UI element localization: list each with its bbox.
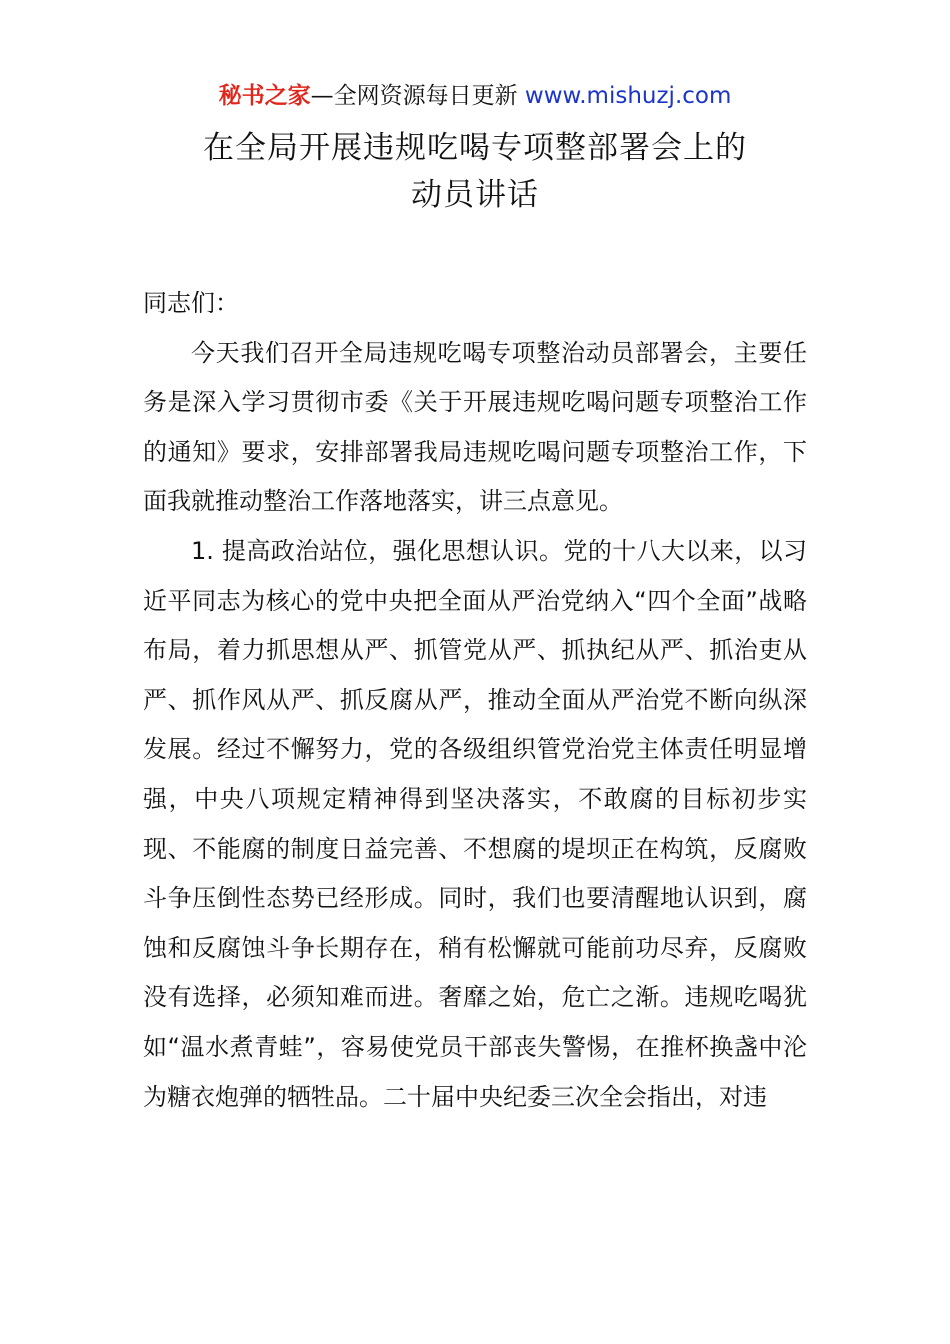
site-header — [0, 80, 950, 112]
paragraph-intro: 今天我们召开全局违规吃喝专项整治动员部署会，主要任务是深入学习贯彻市委《关于开展违规吃喝问题专项整治工作的通知》要求，安排部署我局违规吃喝问题专项整治工作，下面我就推动整治工作落地落实，讲三点意见。 — [143, 338, 807, 516]
salutation: 同志们： — [143, 289, 239, 317]
document-title — [0, 125, 950, 219]
site-url-link[interactable]: www.mishuzj.com — [524, 83, 732, 109]
title-line-1: 在全局开展违规吃喝专项整部署会上的 — [203, 130, 747, 166]
paragraph-point-1: 1. 提高政治站位，强化思想认识。党的十八大以来，以习近平同志为核心的党中央把全面从严治党纳入“四个全面”战略布局，着力抓思想从严、抓管党从严、抓执纪从严、抓治吏从严、抓作风从严、抓反腐从严，推动全面从严治党不断向纵深发展。经过不懈努力，党的各级组织管党治党主体责任明显增强，中央八项规定精神得到坚决落实，不敢腐的目标初步实现、不能腐的制度日益完善、不想腐的堤坝正在构筑，反腐败斗争压倒性态势已经形成。同时，我们也要清醒地认识到，腐蚀和反腐蚀斗争长期存在，稍有松懈就可能前功尽弃，反腐败没有选择，必须知难而进。奢靡之始，危亡之渐。违规吃喝犹如“温水煮青蛙”，容易使党员干部丧失警惕，在推杯换盏中沦为糖衣炮弹的牺牲品。二十届中央纪委三次全会指出，对违 — [143, 536, 807, 1111]
brand-name: 秘书之家 — [218, 83, 311, 109]
header-tagline: —全网资源每日更新 — [310, 83, 518, 109]
document-body — [143, 279, 807, 1122]
title-line-2: 动员讲话 — [411, 177, 539, 213]
